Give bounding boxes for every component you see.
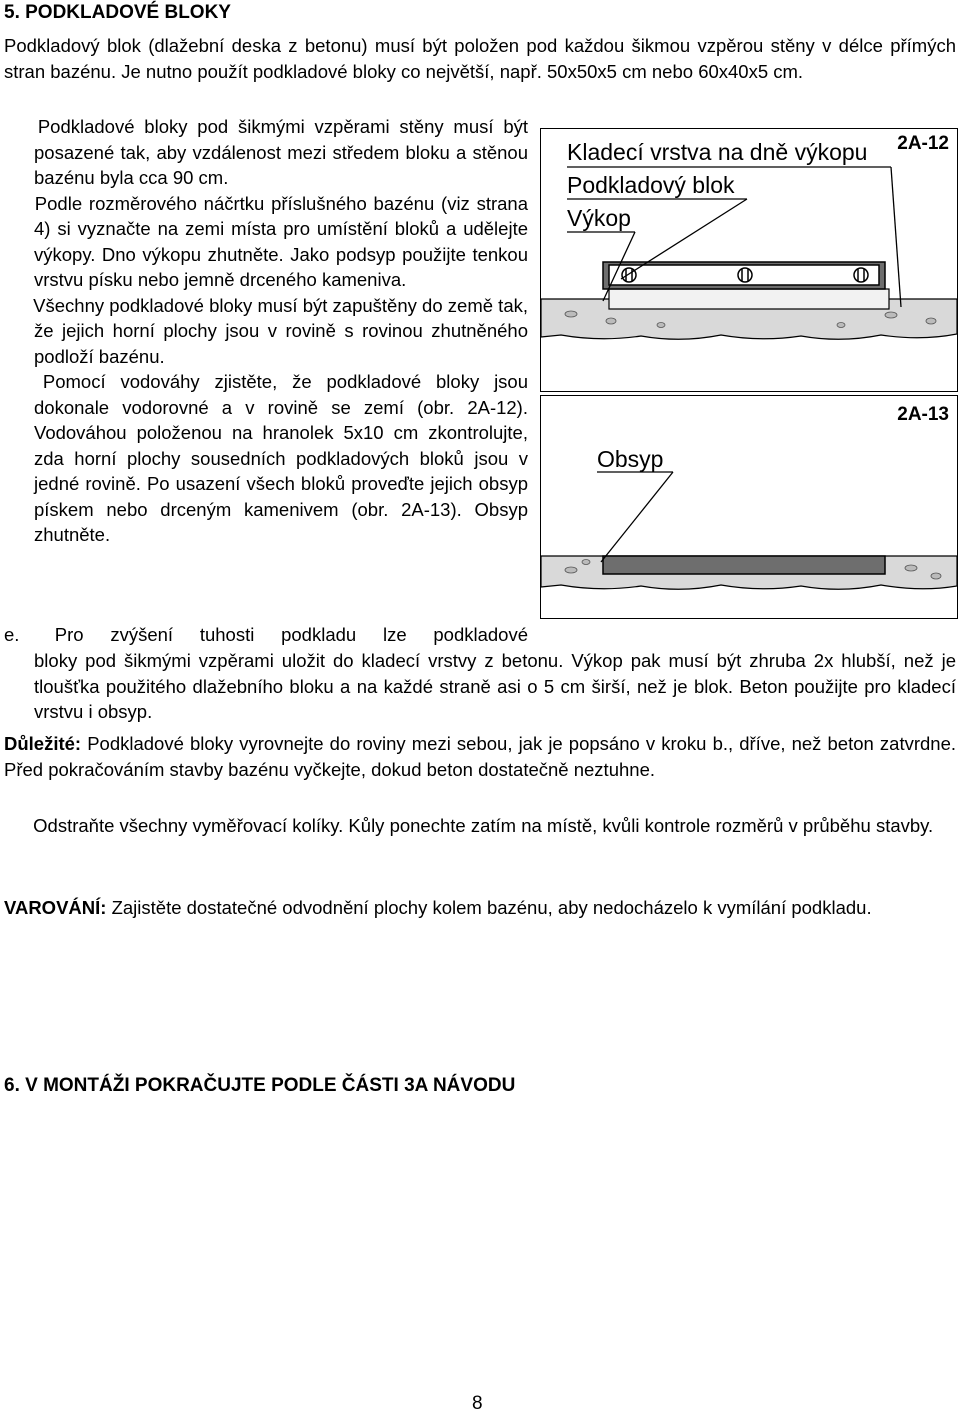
steps-list: [4, 114, 528, 548]
section-6-title: 6. V MONTÁŽI POKRAČUJTE PODLE ČÁSTI 3A NÁVODU: [4, 1075, 516, 1096]
section-5-title: 5. PODKLADOVÉ BLOKY: [4, 2, 231, 23]
important-note: Důležité: Podkladové bloky vyrovnejte do roviny mezi sebou, jak je popsáno v kroku b., dříve, než beton zatvrdne. Před pokračováním stavby bazénu vyčkejte, dokud beton dostatečně neztuhne.: [4, 733, 956, 780]
step-e-continuation: bloky pod šikmými vzpěrami uložit do kladecí vrstvy z betonu. Výkop pak musí být zhruba 2x hlubší, než je tloušťka použitého dlažebního bloku a na každé straně asi o 5 cm širší, než je blok. Beton použijte pro kladecí vrstvu i obsyp.: [34, 650, 956, 722]
step-f: Odstraňte všechny vyměřovací kolíky. Kůly ponechte zatím na místě, kvůli kontrole rozměrů v průběhu stavby.: [33, 815, 934, 836]
figure-number-2a-13: 2A-13: [897, 404, 949, 425]
label-backfill: Obsyp: [597, 446, 664, 472]
label-excavation: Výkop: [567, 205, 631, 231]
warning-label: VAROVÁNÍ:: [4, 897, 107, 918]
figure-2a-12: [540, 128, 958, 392]
step-e-first-line: e. Pro zvýšení tuhosti podkladu lze podkladové: [4, 624, 529, 645]
page-number: 8: [472, 1393, 483, 1414]
step-c: Všechny podkladové bloky musí být zapuštěny do země tak, že jejich horní plochy jsou v rovině s rovinou zhutněného podloží bazénu.: [33, 294, 528, 367]
label-bedding-layer: Kladecí vrstva na dně výkopu: [567, 139, 868, 165]
warning-note: VAROVÁNÍ: Zajistěte dostatečné odvodnění plochy kolem bazénu, aby nedocházelo k vymílání podkladu.: [4, 897, 872, 918]
step-a: Podkladové bloky pod šikmými vzpěrami stěny musí být posazené tak, aby vzdálenost mezi středem bloku a stěnou bazénu byla cca 90 cm.: [34, 116, 529, 188]
figure-2a-13-illustration: [541, 396, 957, 618]
label-base-block: Podkladový blok: [567, 172, 735, 198]
step-b: Podle rozměrového náčrtku příslušného bazénu (viz strana 4) si vyznačte na zemi místa pro umístění bloků a udělejte výkopy. Dno výkopu zhutněte. Jako podsyp použijte tenkou vrstvu písku nebo jemně drceného kameniva.: [34, 192, 529, 290]
figure-2a-12-illustration: [541, 129, 957, 391]
figure-2a-13: [540, 395, 958, 619]
intro-paragraph: Podkladový blok (dlažební deska z betonu) musí být položen pod každou šikmou vzpěrou stěny v délce přímých stran bazénu. Je nutno použít podkladové bloky co největší, např. 50x50x5 cm nebo 60x40x5 cm.: [4, 35, 956, 82]
step-d: Pomocí vodováhy zjistěte, že podkladové bloky jsou dokonale vodorovné a v rovině se zemí (obr. 2A-12). Vodováhou položenou na hranolek 5x10 cm zkontrolujte, zda horní plochy sousedních podkladových bloků jsou v jedné rovině. Po usazení všech bloků proveďte jejich obsyp pískem nebo drceným kamenivem (obr. 2A-13). Obsyp zhutněte.: [34, 371, 529, 545]
important-label: Důležité:: [4, 733, 82, 754]
figure-number-2a-12: 2A-12: [897, 133, 949, 154]
